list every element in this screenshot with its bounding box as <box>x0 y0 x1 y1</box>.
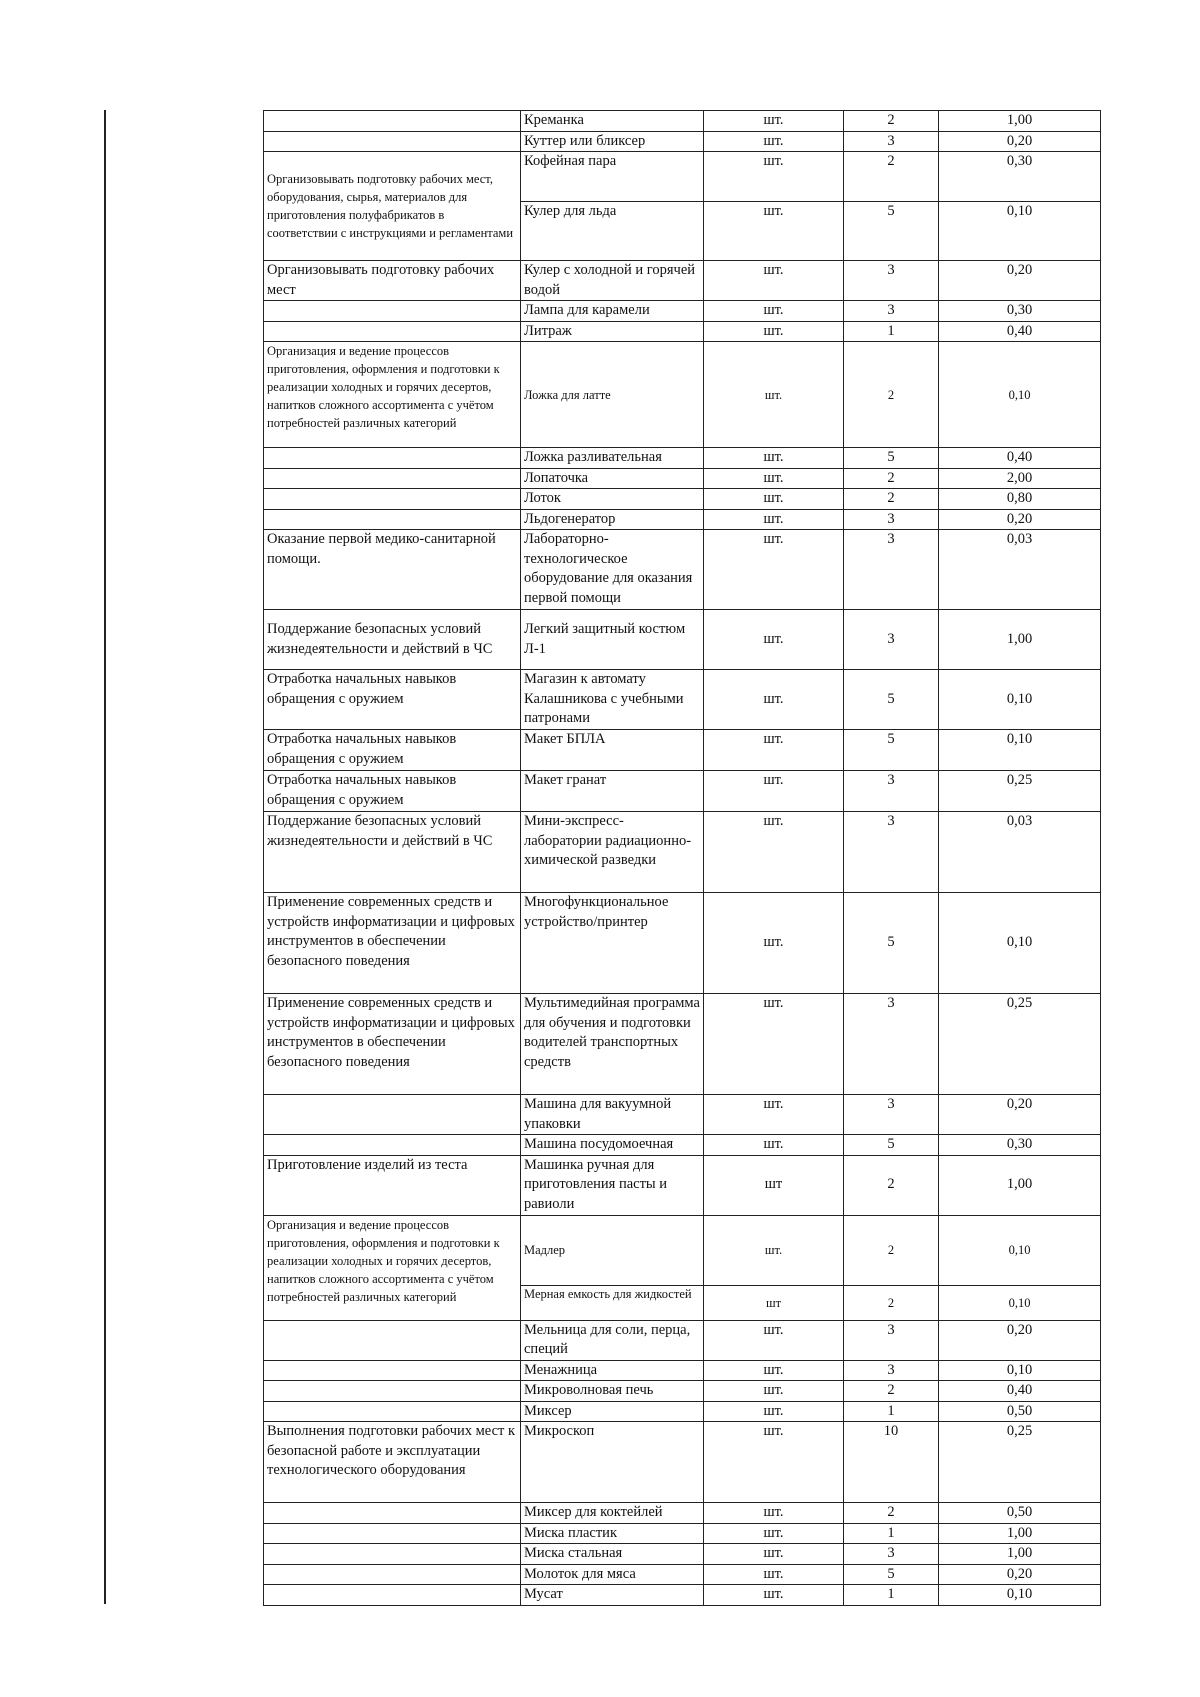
table-row <box>264 670 1101 730</box>
qty-cell: 2 <box>844 1285 939 1320</box>
norm-cell: 0,10 <box>939 893 1101 994</box>
norm-cell: 0,03 <box>939 530 1101 610</box>
activity-cell <box>264 1585 521 1606</box>
activity-cell <box>264 321 521 342</box>
activity-cell <box>264 468 521 489</box>
table-row <box>264 1401 1101 1422</box>
activity-cell: Организовывать подготовку рабочих мест <box>264 261 521 301</box>
activity-cell: Поддержание безопасных условий жизнедеятельности и действий в ЧС <box>264 610 521 670</box>
table-row <box>264 1360 1101 1381</box>
qty-cell: 3 <box>844 1320 939 1360</box>
qty-cell: 5 <box>844 730 939 771</box>
qty-cell: 1 <box>844 321 939 342</box>
table-row <box>264 152 1101 202</box>
item-cell: Лоток <box>521 489 704 510</box>
activity-cell <box>264 1544 521 1565</box>
qty-cell: 3 <box>844 131 939 152</box>
qty-cell: 3 <box>844 812 939 893</box>
table-row <box>264 1135 1101 1156</box>
unit-cell: шт. <box>704 1523 844 1544</box>
unit-cell: шт. <box>704 131 844 152</box>
left-margin-rule <box>104 110 106 1604</box>
activity-cell: Приготовление изделий из теста <box>264 1155 521 1215</box>
table-row <box>264 1422 1101 1503</box>
norm-cell: 0,10 <box>939 202 1101 261</box>
unit-cell: шт. <box>704 468 844 489</box>
table-row <box>264 610 1101 670</box>
unit-cell: шт. <box>704 1095 844 1135</box>
table-row <box>264 321 1101 342</box>
norm-cell: 0,25 <box>939 994 1101 1095</box>
unit-cell: шт. <box>704 610 844 670</box>
table-row <box>264 1544 1101 1565</box>
activity-cell <box>264 489 521 510</box>
norm-cell: 0,20 <box>939 1564 1101 1585</box>
table-row <box>264 730 1101 771</box>
norm-cell: 1,00 <box>939 1544 1101 1565</box>
item-cell: Макет гранат <box>521 771 704 812</box>
qty-cell: 5 <box>844 448 939 469</box>
unit-cell: шт. <box>704 1401 844 1422</box>
norm-cell: 0,40 <box>939 1381 1101 1402</box>
unit-cell: шт. <box>704 301 844 322</box>
activity-cell: Организация и ведение процессов приготовления, оформления и подготовки к реализации холодных и горячих десертов, напитков сложного ассортимента с учётом потребностей различных категорий <box>264 342 521 448</box>
item-cell: Ложка разливательная <box>521 448 704 469</box>
qty-cell: 2 <box>844 1381 939 1402</box>
activity-cell <box>264 1523 521 1544</box>
unit-cell: шт. <box>704 1135 844 1156</box>
activity-cell <box>264 1401 521 1422</box>
item-cell: Многофункциональное устройство/принтер <box>521 893 704 994</box>
table-row <box>264 994 1101 1095</box>
norm-cell: 0,20 <box>939 1320 1101 1360</box>
item-cell: Миска пластик <box>521 1523 704 1544</box>
norm-cell: 1,00 <box>939 1523 1101 1544</box>
table-row <box>264 301 1101 322</box>
norm-cell: 0,40 <box>939 321 1101 342</box>
table-row <box>264 489 1101 510</box>
activity-cell <box>264 1503 521 1524</box>
item-cell: Лопаточка <box>521 468 704 489</box>
item-cell: Мадлер <box>521 1215 704 1285</box>
qty-cell: 2 <box>844 152 939 202</box>
qty-cell: 5 <box>844 1564 939 1585</box>
unit-cell: шт. <box>704 994 844 1095</box>
activity-cell: Отработка начальных навыков обращения с оружием <box>264 771 521 812</box>
norm-cell: 1,00 <box>939 1155 1101 1215</box>
unit-cell: шт. <box>704 1544 844 1565</box>
activity-cell: Применение современных средств и устройств информатизации и цифровых инструментов в обеспечении безопасного поведения <box>264 994 521 1095</box>
unit-cell: шт. <box>704 261 844 301</box>
qty-cell: 10 <box>844 1422 939 1503</box>
table-row <box>264 812 1101 893</box>
item-cell: Машина для вакуумной упаковки <box>521 1095 704 1135</box>
item-cell: Микроскоп <box>521 1422 704 1503</box>
item-cell: Миска стальная <box>521 1544 704 1565</box>
unit-cell: шт. <box>704 1381 844 1402</box>
norm-cell: 0,10 <box>939 730 1101 771</box>
norm-cell: 0,10 <box>939 342 1101 448</box>
unit-cell: шт. <box>704 730 844 771</box>
activity-cell <box>264 1135 521 1156</box>
table-row <box>264 1585 1101 1606</box>
table-row <box>264 1320 1101 1360</box>
table-row <box>264 1523 1101 1544</box>
item-cell: Кулер с холодной и горячей водой <box>521 261 704 301</box>
activity-cell: Поддержание безопасных условий жизнедеятельности и действий в ЧС <box>264 812 521 893</box>
unit-cell: шт. <box>704 1215 844 1285</box>
item-cell: Кофейная пара <box>521 152 704 202</box>
norm-cell: 0,10 <box>939 670 1101 730</box>
item-cell: Мерная емкость для жидкостей <box>521 1285 704 1320</box>
norm-cell: 0,50 <box>939 1401 1101 1422</box>
table-row <box>264 468 1101 489</box>
norm-cell: 1,00 <box>939 610 1101 670</box>
norm-cell: 0,30 <box>939 301 1101 322</box>
item-cell: Легкий защитный костюм Л-1 <box>521 610 704 670</box>
table-row <box>264 509 1101 530</box>
table-row <box>264 893 1101 994</box>
unit-cell: шт. <box>704 509 844 530</box>
equipment-table <box>263 110 1101 1606</box>
unit-cell: шт. <box>704 812 844 893</box>
qty-cell: 3 <box>844 994 939 1095</box>
unit-cell: шт. <box>704 1503 844 1524</box>
unit-cell: шт. <box>704 448 844 469</box>
unit-cell: шт. <box>704 152 844 202</box>
qty-cell: 3 <box>844 1544 939 1565</box>
activity-cell <box>264 1360 521 1381</box>
norm-cell: 0,10 <box>939 1585 1101 1606</box>
norm-cell: 0,50 <box>939 1503 1101 1524</box>
activity-cell <box>264 111 521 132</box>
norm-cell: 2,00 <box>939 468 1101 489</box>
item-cell: Мельница для соли, перца, специй <box>521 1320 704 1360</box>
norm-cell: 0,10 <box>939 1285 1101 1320</box>
item-cell: Креманка <box>521 111 704 132</box>
norm-cell: 0,20 <box>939 1095 1101 1135</box>
table-row <box>264 530 1101 610</box>
unit-cell: шт. <box>704 1585 844 1606</box>
activity-cell: Отработка начальных навыков обращения с оружием <box>264 730 521 771</box>
qty-cell: 2 <box>844 342 939 448</box>
norm-cell: 0,40 <box>939 448 1101 469</box>
qty-cell: 3 <box>844 610 939 670</box>
norm-cell: 0,20 <box>939 261 1101 301</box>
activity-cell <box>264 1095 521 1135</box>
qty-cell: 3 <box>844 771 939 812</box>
activity-cell: Применение современных средств и устройств информатизации и цифровых инструментов в обеспечении безопасного поведения <box>264 893 521 994</box>
item-cell: Машинка ручная для приготовления пасты и равиоли <box>521 1155 704 1215</box>
unit-cell: шт. <box>704 1422 844 1503</box>
item-cell: Магазин к автомату Калашникова с учебными патронами <box>521 670 704 730</box>
table-row <box>264 771 1101 812</box>
qty-cell: 1 <box>844 1401 939 1422</box>
item-cell: Миксер <box>521 1401 704 1422</box>
item-cell: Лампа для карамели <box>521 301 704 322</box>
qty-cell: 5 <box>844 1135 939 1156</box>
qty-cell: 2 <box>844 1155 939 1215</box>
item-cell: Микроволновая печь <box>521 1381 704 1402</box>
activity-cell <box>264 1381 521 1402</box>
item-cell: Куттер или бликсер <box>521 131 704 152</box>
item-cell: Ложка для латте <box>521 342 704 448</box>
table-row <box>264 1503 1101 1524</box>
unit-cell: шт. <box>704 489 844 510</box>
qty-cell: 5 <box>844 202 939 261</box>
qty-cell: 3 <box>844 301 939 322</box>
qty-cell: 3 <box>844 530 939 610</box>
norm-cell: 0,25 <box>939 771 1101 812</box>
norm-cell: 0,20 <box>939 509 1101 530</box>
qty-cell: 2 <box>844 1503 939 1524</box>
item-cell: Машина посудомоечная <box>521 1135 704 1156</box>
activity-cell: Организация и ведение процессов приготовления, оформления и подготовки к реализации холодных и горячих десертов, напитков сложного ассортимента с учётом потребностей различных категорий <box>264 1215 521 1320</box>
item-cell: Макет БПЛА <box>521 730 704 771</box>
table-row <box>264 1155 1101 1215</box>
item-cell: Мусат <box>521 1585 704 1606</box>
qty-cell: 3 <box>844 1360 939 1381</box>
activity-cell <box>264 131 521 152</box>
item-cell: Молоток для мяса <box>521 1564 704 1585</box>
norm-cell: 0,30 <box>939 152 1101 202</box>
activity-cell: Отработка начальных навыков обращения с оружием <box>264 670 521 730</box>
unit-cell: шт. <box>704 530 844 610</box>
qty-cell: 3 <box>844 261 939 301</box>
table-row <box>264 1381 1101 1402</box>
table-row <box>264 111 1101 132</box>
qty-cell: 5 <box>844 893 939 994</box>
norm-cell: 0,03 <box>939 812 1101 893</box>
unit-cell: шт <box>704 1155 844 1215</box>
norm-cell: 0,10 <box>939 1215 1101 1285</box>
qty-cell: 2 <box>844 1215 939 1285</box>
activity-cell <box>264 509 521 530</box>
norm-cell: 0,10 <box>939 1360 1101 1381</box>
table-row <box>264 261 1101 301</box>
table-row <box>264 1215 1101 1285</box>
unit-cell: шт. <box>704 342 844 448</box>
item-cell: Лабораторно-технологическое оборудование для оказания первой помощи <box>521 530 704 610</box>
unit-cell: шт. <box>704 893 844 994</box>
unit-cell: шт. <box>704 771 844 812</box>
qty-cell: 3 <box>844 1095 939 1135</box>
activity-cell: Организовывать подготовку рабочих мест, оборудования, сырья, материалов для приготовления полуфабрикатов в соответствии с инструкциями и регламентами <box>264 152 521 261</box>
table-row <box>264 448 1101 469</box>
norm-cell: 1,00 <box>939 111 1101 132</box>
norm-cell: 0,80 <box>939 489 1101 510</box>
qty-cell: 2 <box>844 468 939 489</box>
unit-cell: шт. <box>704 1360 844 1381</box>
activity-cell <box>264 448 521 469</box>
activity-cell <box>264 301 521 322</box>
qty-cell: 3 <box>844 509 939 530</box>
norm-cell: 0,20 <box>939 131 1101 152</box>
table-row <box>264 342 1101 448</box>
unit-cell: шт. <box>704 111 844 132</box>
activity-cell: Выполнения подготовки рабочих мест к безопасной работе и эксплуатации технологического оборудования <box>264 1422 521 1503</box>
unit-cell: шт. <box>704 1320 844 1360</box>
qty-cell: 2 <box>844 489 939 510</box>
item-cell: Миксер для коктейлей <box>521 1503 704 1524</box>
item-cell: Менажница <box>521 1360 704 1381</box>
unit-cell: шт. <box>704 321 844 342</box>
activity-cell <box>264 1564 521 1585</box>
unit-cell: шт. <box>704 670 844 730</box>
item-cell: Льдогенератор <box>521 509 704 530</box>
item-cell: Мультимедийная программа для обучения и подготовки водителей транспортных средств <box>521 994 704 1095</box>
activity-cell <box>264 1320 521 1360</box>
table-row <box>264 1564 1101 1585</box>
activity-cell: Оказание первой медико-санитарной помощи. <box>264 530 521 610</box>
unit-cell: шт <box>704 1285 844 1320</box>
qty-cell: 1 <box>844 1523 939 1544</box>
qty-cell: 1 <box>844 1585 939 1606</box>
qty-cell: 5 <box>844 670 939 730</box>
norm-cell: 0,25 <box>939 1422 1101 1503</box>
table-row <box>264 1095 1101 1135</box>
item-cell: Литраж <box>521 321 704 342</box>
qty-cell: 2 <box>844 111 939 132</box>
unit-cell: шт. <box>704 1564 844 1585</box>
table-row <box>264 131 1101 152</box>
item-cell: Кулер для льда <box>521 202 704 261</box>
item-cell: Мини-экспресс-лаборатории радиационно-химической разведки <box>521 812 704 893</box>
unit-cell: шт. <box>704 202 844 261</box>
norm-cell: 0,30 <box>939 1135 1101 1156</box>
